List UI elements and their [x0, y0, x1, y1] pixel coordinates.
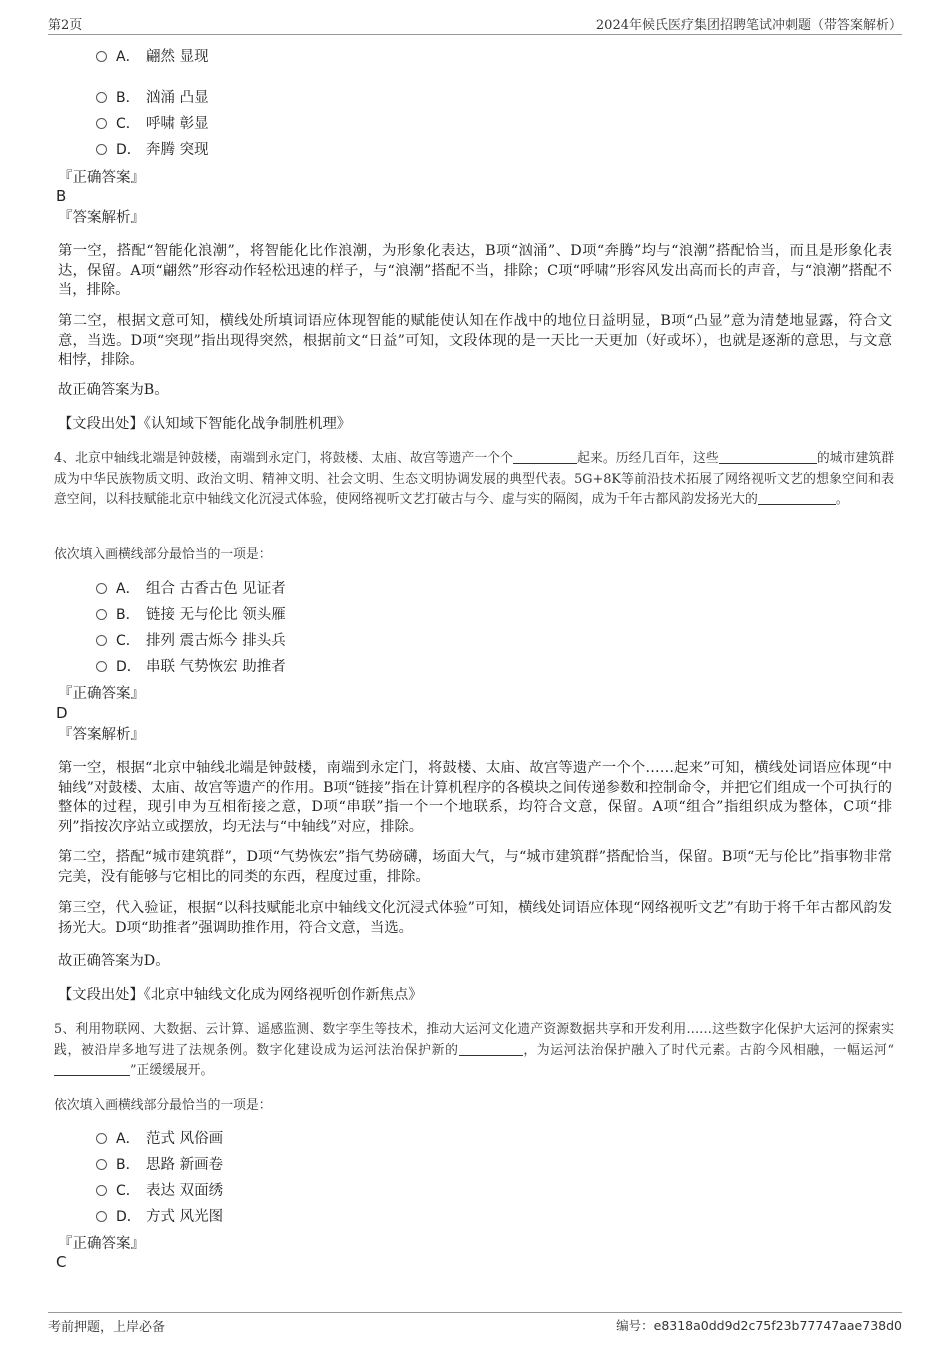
radio-icon[interactable]: [96, 1185, 107, 1196]
radio-icon[interactable]: [96, 583, 107, 594]
document-title: 2024年候氏医疗集团招聘笔试冲刺题（带答案解析）: [595, 18, 902, 33]
q3-option-b[interactable]: B． 汹涌 凸显: [96, 88, 209, 108]
radio-icon[interactable]: [96, 144, 107, 155]
source-title: 《认知域下智能化战争制胜机理》: [143, 416, 352, 432]
radio-icon[interactable]: [96, 1133, 107, 1144]
q5-option-d[interactable]: D． 方式 风光图: [96, 1207, 223, 1227]
q3-option-c[interactable]: C． 呼啸 彰显: [96, 114, 209, 134]
source-label: 【文段出处】: [58, 987, 144, 1003]
blank-1: [513, 449, 577, 464]
source-title: 《北京中轴线文化成为网络视听创作新焦点》: [143, 987, 423, 1003]
q3-analysis-p1: 第一空，搭配“智能化浪潮”，将智能化比作浪潮，为形象化表达，B项“汹涌”、D项“奔腾”均与“浪潮”搭配恰当，而且是形象化表达，保留。A项“翩然”形容动作轻松迅速的样子，与“浪潮”搭配不当，排除；C项“呼啸”形容风发出高而长的声音，与“浪潮”搭配不当，排除。: [58, 243, 892, 299]
source-label: 【文段出处】: [58, 416, 144, 432]
q3-answer: B: [56, 187, 67, 205]
radio-icon[interactable]: [96, 92, 107, 103]
answer-label: 『正确答案』: [58, 1236, 145, 1252]
document-code: 编号：e8318a0dd9d2c75f23b77747aae738d0: [616, 1318, 902, 1333]
q3-option-d[interactable]: D． 奔腾 突现: [96, 140, 209, 160]
q3-analysis-p3: 故正确答案为B。: [58, 382, 169, 398]
q4-prompt: 依次填入画横线部分最恰当的一项是：: [54, 547, 272, 562]
q5-prompt: 依次填入画横线部分最恰当的一项是：: [54, 1098, 272, 1113]
q5-stem: 5、利用物联网、大数据、云计算、遥感监测、数字孪生等技术，推动大运河文化遗产资源数据共享和开发利用……这些数字化保护大运河的探索实践，被沿岸多地写进了法规条例。数字化建设成为运河法治保护新的 ，为运河法治保护融入了时代元素。古韵今风相融，一幅运河“”正缓缓展开。: [54, 1022, 895, 1078]
q4-option-b[interactable]: B． 链接 无与伦比 领头雁: [96, 605, 286, 625]
blank-2: [54, 1061, 130, 1076]
analysis-label: 『答案解析』: [58, 210, 145, 226]
radio-icon[interactable]: [96, 1159, 107, 1170]
blank-3: [758, 490, 836, 505]
analysis-label: 『答案解析』: [58, 727, 145, 743]
radio-icon[interactable]: [96, 661, 107, 672]
q4-source: [58, 985, 423, 1005]
radio-icon[interactable]: [96, 51, 107, 62]
q4-analysis-p4: 故正确答案为D。: [58, 953, 170, 969]
page-header: [48, 12, 902, 35]
radio-icon[interactable]: [96, 609, 107, 620]
q3-analysis-p2: 第二空，根据文意可知，横线处所填词语应体现智能的赋能使认知在作战中的地位日益明显，B项“凸显”意为清楚地显露，符合文意，当选。D项“突现”指出现得突然，根据前文“日益”可知，文段体现的是一天比一天更加（好或坏），也就是逐渐的意思，与文意相悖，排除。: [58, 313, 892, 369]
q4-option-d[interactable]: D． 串联 气势恢宏 助推者: [96, 657, 286, 677]
q4-option-a[interactable]: A． 组合 古香古色 见证者: [96, 579, 286, 599]
answer-label: 『正确答案』: [58, 686, 145, 702]
answer-label: 『正确答案』: [58, 170, 145, 186]
q4-analysis-p1: 第一空，根据“北京中轴线北端是钟鼓楼，南端到永定门，将鼓楼、太庙、故宫等遗产一个个……起来”可知，横线处词语应体现“中轴线”对鼓楼、太庙、故宫等遗产的作用。B项“链接”指在计算机程序的各模块之间传递参数和控制命令，并把它们组成一个可执行的整体的过程，现引申为互相衔接之意，D项“串联”指一个一个地联系，均符合文意，保留。A项“组合”指组织成为整体，C项“排列”指按次序站立或摆放，均无法与“中轴线”对应，排除。: [58, 760, 892, 835]
q5-answer: C: [56, 1253, 67, 1271]
q4-analysis-p3: 第三空，代入验证，根据“以科技赋能北京中轴线文化沉浸式体验”可知，横线处词语应体现“网络视听文艺”有助于将千年古都风韵发扬光大。D项“助推者”强调助推作用，符合文意，当选。: [58, 900, 892, 936]
page-number: 第2页: [48, 18, 83, 33]
q4-stem: 4、北京中轴线北端是钟鼓楼，南端到永定门，将鼓楼、太庙、故宫等遗产一个个 起来。历经几百年，这些 的城市建筑群成为中华民族物质文明、政治文明、精神文明、社会文明、生态文明协调发展的典型代表。5G+8K等前沿技术拓展了网络视听文艺的想象空间和表意空间，以科技赋能北京中轴线文化沉浸式体验，使网络视听文艺打破古与今、虚与实的隔阂，成为千年古都风韵发扬光大的 。: [54, 451, 895, 507]
blank-1: [459, 1041, 523, 1056]
footer-slogan: 考前押题，上岸必备: [48, 1320, 166, 1335]
q5-option-c[interactable]: C． 表达 双面绣: [96, 1181, 223, 1201]
page-footer: [48, 1312, 902, 1337]
q4-analysis-p2: 第二空，搭配“城市建筑群”，D项“气势恢宏”指气势磅礴，场面大气，与“城市建筑群”搭配恰当，保留。B项“无与伦比”指事物非常完美，没有能够与它相比的同类的东西，程度过重，排除。: [58, 849, 892, 885]
blank-2: [719, 449, 817, 464]
q3-option-a[interactable]: A． 翩然 显现: [96, 47, 209, 67]
radio-icon[interactable]: [96, 118, 107, 129]
radio-icon[interactable]: [96, 1211, 107, 1222]
q5-option-a[interactable]: A． 范式 风俗画: [96, 1129, 223, 1149]
q3-source: [58, 414, 351, 434]
radio-icon[interactable]: [96, 635, 107, 646]
q4-answer: D: [56, 704, 68, 722]
q5-option-b[interactable]: B． 思路 新画卷: [96, 1155, 223, 1175]
q4-option-c[interactable]: C． 排列 震古烁今 排头兵: [96, 631, 286, 651]
